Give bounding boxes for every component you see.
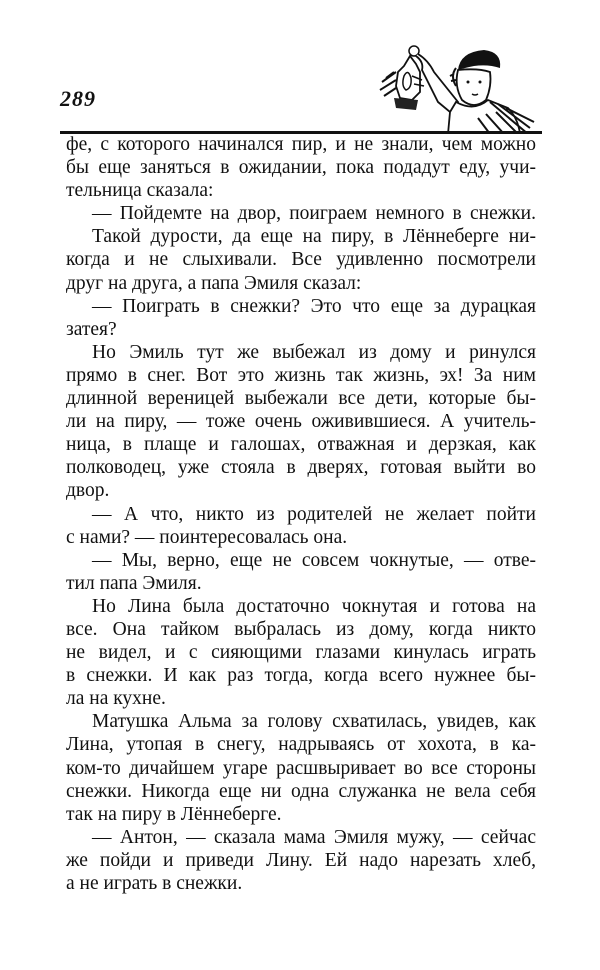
text-line: с нами? — поинтересовалась она. [66,526,348,548]
text-line: все. Она тайком выбралась из дому, когда никто [66,618,536,640]
text-line: в снежки. И как раз тогда, когда всего нужнее бы- [66,665,536,687]
text-line: — Антон, — сказала мама Эмиля мужу, — сейчас [92,826,536,848]
text-line: ком-то дичайшем угаре расшвыривает во все стороны [66,757,536,779]
text-line: полководец, уже стояла в дверях, готовая выйти во [66,457,536,479]
text-line: Такой дурости, да еще на пиру, в Лённеберге ни- [92,226,536,248]
text-line: когда и не слыхивали. Все удивленно посмотрели [66,249,536,271]
text-line: а не играть в снежки. [66,873,243,894]
text-line: — А что, никто из родителей не желает пойти [92,503,536,525]
text-line: друг на друга, а папа Эмиля сказал: [66,272,362,294]
text-line: — Поиграть в снежки? Это что еще за дурацкая [92,295,536,317]
body-text [66,133,536,895]
text-line: не видел, и с сияющими глазами кинулась играть [66,642,536,664]
text-line: так на пиру в Лённеберге. [66,803,282,825]
text-line: Но Эмиль тут же выбежал из дому и ринулся [92,341,536,363]
text-line: длинной вереницей выбежали все дети, которые бы- [66,388,536,410]
text-line: же пойди и приведи Лину. Ей надо нарезать хлеб, [66,849,536,871]
text-line: — Мы, верно, еще не совсем чокнутые, — отве- [92,549,536,571]
text-line: затея? [66,318,117,340]
text-line: прямо в снег. Вот это жизнь так жизнь, эх! За ним [66,364,536,386]
text-line: тил папа Эмиля. [66,572,202,594]
text-line: Лина, утопая в снегу, надрываясь от хохота, в ка- [66,734,536,756]
text-line: двор. [66,480,110,502]
text-line: снежки. Никогда еще ни одна служанка не вела себя [66,780,536,802]
boy-with-lantern-illustration [378,42,543,134]
text-line: ли на пиру, — тоже очень оживившиеся. А учитель- [66,411,536,433]
text-line: бы еще заняться в ожидании, пока подадут еду, учи- [66,157,536,179]
text-line: тельница сказала: [66,180,214,202]
page-number: 289 [60,86,96,111]
text-line: — Пойдемте на двор, поиграем немного в снежки. [92,203,536,225]
text-line: ла на кухне. [66,688,166,710]
text-line: Матушка Альма за голову схватилась, увидев, как [92,711,536,733]
text-line: фе, с которого начинался пир, и не знали, чем можно [66,134,536,155]
text-line: Но Лина была достаточно чокнутая и готова на [92,595,536,617]
text-line: ница, в плаще и галошах, отважная и дерзкая, как [66,434,536,456]
